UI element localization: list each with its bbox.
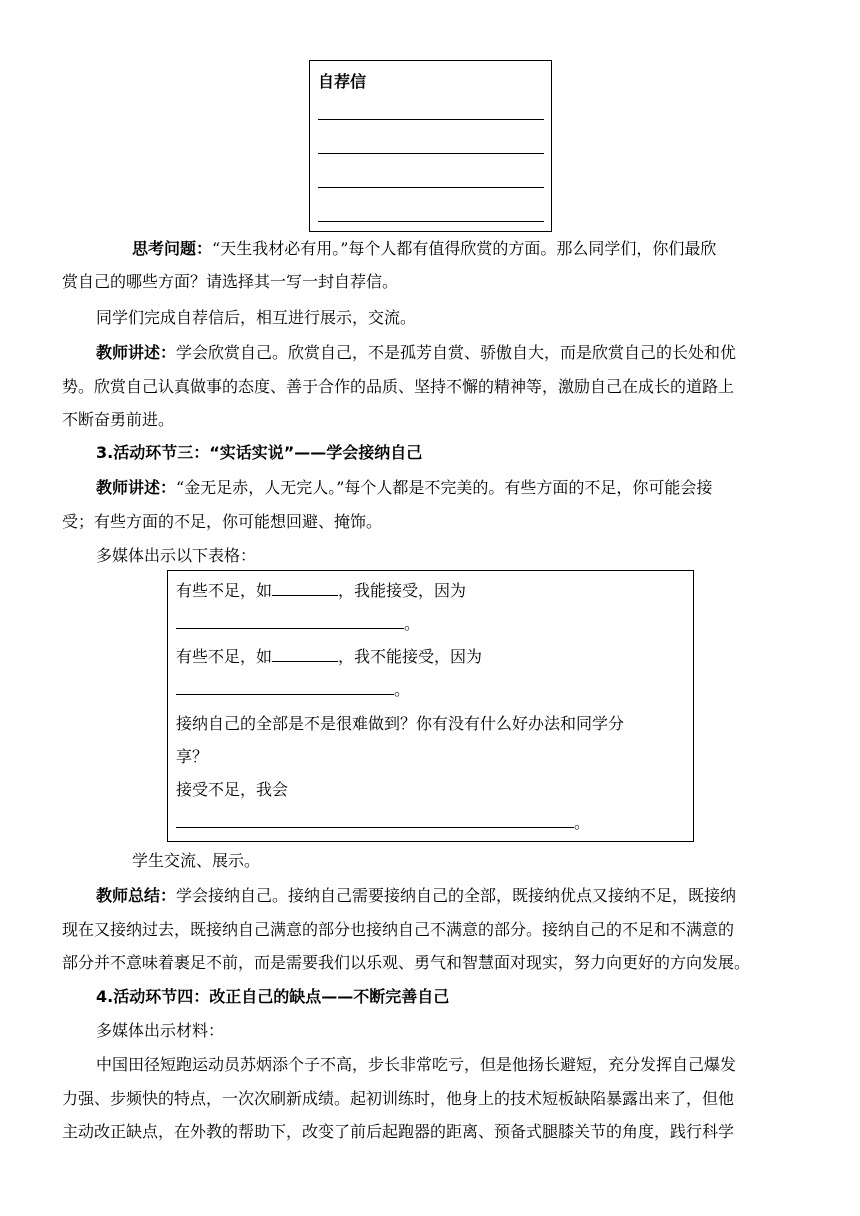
- exchange-paragraph: 同学们完成自荐信后，相互进行展示，交流。: [96, 308, 417, 327]
- teacher-narration2-text: “金无足赤，人无完人。”每个人都是不完美的。有些方面的不足，你可能会接: [176, 478, 713, 497]
- table-row-4: 接受不足，我会: [176, 780, 289, 799]
- teacher-summary-text: 学会接纳自己。接纳自己需要接纳自己的全部，既接纳优点又接纳不足，既接纳: [176, 886, 737, 905]
- fill-blank: [176, 811, 574, 828]
- table-row-1: [176, 579, 466, 603]
- self-recommendation-letter-box: [309, 60, 552, 232]
- teacher-narration-label: 教师讲述：: [96, 343, 177, 362]
- media-table-intro: 多媒体出示以下表格：: [96, 546, 257, 565]
- writing-line: [318, 119, 544, 120]
- think-question-label: 思考问题：: [132, 239, 213, 258]
- teacher-summary-line-1: [96, 884, 828, 908]
- teacher-narration-line-2: 势。欣赏自己认真做事的态度、善于合作的品质、坚持不懈的精神等，激励自己在成长的道路上: [62, 377, 735, 396]
- fill-blank: [272, 645, 338, 662]
- teacher-summary-line-3: 部分并不意味着裹足不前，而是需要我们以乐观、勇气和智慧面对现实，努力向更好的方向发展。: [62, 953, 751, 972]
- material-line-2: 力强、步频快的特点，一次次刷新成绩。起初训练时，他身上的技术短板缺陷暴露出来了，但他: [62, 1089, 735, 1108]
- section-4-heading: 4.活动环节四：改正自己的缺点——不断完善自己: [96, 987, 450, 1006]
- think-question-text: “天生我材必有用。”每个人都有值得欣赏的方面。那么同学们，你们最欣: [212, 239, 717, 258]
- table-row-1-end: 。: [404, 614, 421, 633]
- section-3-heading: 3.活动环节三：“实话实说”——学会接纳自己: [96, 443, 423, 462]
- fill-blank: [176, 678, 394, 695]
- table-row-2-continuation: [176, 678, 410, 702]
- table-row-2-suffix: ，我不能接受，因为: [338, 647, 483, 666]
- teacher-narration2-label: 教师讲述：: [96, 478, 177, 497]
- teacher-narration-text: 学会欣赏自己。欣赏自己，不是孤芳自赏、骄傲自大，而是欣赏自己的长处和优: [176, 343, 737, 362]
- letter-title: 自荐信: [318, 72, 367, 91]
- teacher-narration2-line-2: 受；有些方面的不足，你可能想回避、掩饰。: [62, 512, 383, 531]
- material-line-3: 主动改正缺点，在外教的帮助下，改变了前后起跑器的距离、预备式腿膝关节的角度，践行科学: [62, 1122, 735, 1141]
- think-question-line-1: [132, 237, 860, 261]
- table-row-2-end: 。: [394, 680, 411, 699]
- writing-line: [318, 187, 544, 188]
- table-row-1-prefix: 有些不足，如: [176, 581, 273, 600]
- material-line-1: 中国田径短跑运动员苏炳添个子不高，步长非常吃亏，但是他扬长避短，充分发挥自己爆发: [96, 1055, 737, 1074]
- table-row-4-end: 。: [574, 813, 591, 832]
- table-row-1-continuation: [176, 612, 420, 636]
- table-row-1-suffix: ，我能接受，因为: [338, 581, 467, 600]
- think-question-line-2: 赏自己的哪些方面？请选择其一写一封自荐信。: [62, 272, 399, 291]
- teacher-narration-line-1: [96, 341, 828, 365]
- teacher-narration2-line-1: [96, 476, 828, 500]
- table-row-2: [176, 645, 482, 669]
- table-row-2-prefix: 有些不足，如: [176, 647, 273, 666]
- writing-line: [318, 221, 544, 222]
- acceptance-table-box: [167, 570, 694, 842]
- teacher-summary-line-2: 现在又接纳过去，既接纳自己满意的部分也接纳自己不满意的部分。接纳自己的不足和不满意的: [62, 920, 735, 939]
- table-row-3-line-1: 接纳自己的全部是不是很难做到？你有没有什么好办法和同学分: [176, 714, 625, 733]
- students-exchange: 学生交流、展示。: [132, 851, 261, 870]
- teacher-narration-line-3: 不断奋勇前进。: [62, 410, 175, 429]
- table-row-3-line-2: 享？: [176, 747, 209, 766]
- teacher-summary-label: 教师总结：: [96, 886, 177, 905]
- media-material-intro: 多媒体出示材料：: [96, 1021, 225, 1040]
- fill-blank: [272, 579, 338, 596]
- table-row-4-continuation: [176, 811, 590, 835]
- writing-line: [318, 153, 544, 154]
- fill-blank: [176, 612, 404, 629]
